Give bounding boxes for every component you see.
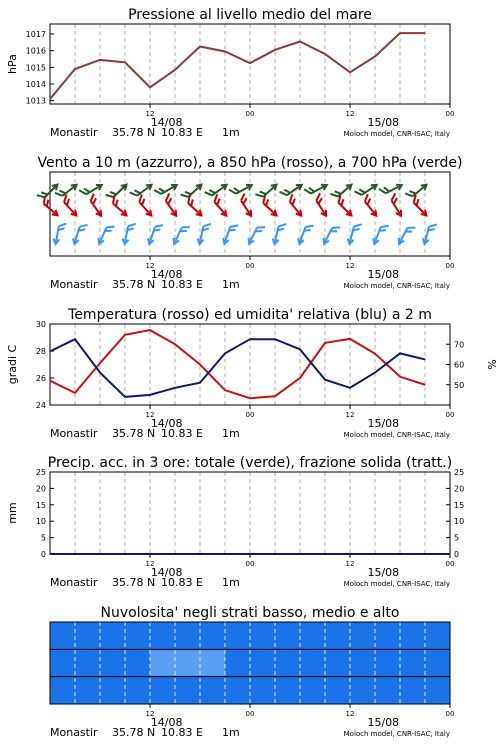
temperature-point [299,377,300,378]
x-tick-label: 00 [445,560,455,568]
wind-barb [210,194,232,217]
barb-staff [287,186,300,195]
x-tick-label: 12 [345,262,355,270]
x-tick-label: 12 [145,262,155,270]
model-credit: Moloch model, CNR-ISAC, Italy [343,730,450,738]
barb-staff [425,227,429,242]
y-tick-label: 5 [40,533,46,543]
temperature-point [224,390,225,391]
barb-flag [107,224,115,231]
y-axis-label-right: % [485,359,498,370]
barb-staff [62,186,75,196]
x-tick-label: 12 [145,710,155,718]
wind-barb [312,193,332,217]
station-name: Monastir [50,576,98,589]
temperature-point [374,353,375,354]
temperature-point [74,392,75,393]
barb-staff [290,202,300,214]
barb-staff [113,186,125,197]
barb-staff [375,227,381,242]
date-label: 14/08 [150,716,183,729]
temperature-point [324,342,325,343]
wind-barb [409,195,432,218]
x-tick-label: 00 [445,411,455,419]
barb-staff [113,204,125,214]
barb-flag [80,223,88,229]
station-lon: 10.83 E [161,278,203,291]
barb-flag [257,224,265,231]
y-tick-label: 28 [35,347,46,356]
humidity-point [74,339,75,340]
cloud-patch-medio [150,650,225,675]
barb-staff [188,203,200,214]
station-lat: 35.78 N [112,576,156,589]
station-lon: 10.83 E [161,427,203,440]
temperature-point [274,396,275,397]
cloud-background [50,622,450,704]
wind-barb [53,222,67,245]
model-credit: Moloch model, CNR-ISAC, Italy [343,580,450,588]
temperature-line [50,330,425,398]
wind-barb [396,223,415,247]
barb-flag [408,224,416,231]
temperature-point [249,398,250,399]
y-tick-label: 10 [35,517,46,527]
x-tick-label: 00 [245,411,255,419]
x-tick-label: 12 [345,411,355,419]
y-tick-label: 24 [35,401,46,410]
station-name: Monastir [50,126,98,139]
humidity-line [50,339,425,397]
barb-flag [381,223,389,229]
barb-staff [263,186,275,197]
wind-barb [183,195,206,217]
temperature-point [99,363,100,364]
y-tick-label: 15 [35,500,46,510]
station-name: Monastir [50,726,98,739]
barb-staff [400,228,408,242]
date-label: 15/08 [367,116,400,129]
barb-staff [300,227,305,242]
date-label: 15/08 [367,716,400,729]
barb-staff [362,186,375,195]
x-tick-label: 12 [345,560,355,568]
barb-staff [263,203,275,214]
barb-flag [332,224,340,231]
station-lon: 10.83 E [161,126,203,139]
barb-staff [166,201,175,214]
pressure-point [49,98,50,99]
humidity-point [174,387,175,388]
x-tick-label: 00 [245,262,255,270]
barb-flag [182,224,190,231]
y-tick-label: 0 [40,550,46,559]
y-tick-label: 1016 [25,46,46,56]
pressure-point [149,87,150,88]
station-elevation: 1m [222,427,240,440]
humidity-point [149,394,150,395]
wind-barb [334,195,357,217]
pressure-point [349,72,350,73]
pressure-point [274,49,275,50]
y-tick-label: 1014 [25,80,46,89]
barb-staff [392,200,400,214]
pressure-point [124,62,125,63]
date-label: 15/08 [367,417,400,430]
pressure-point [224,51,225,52]
humidity-point [349,387,350,388]
barb-staff [75,227,80,242]
humidity-point [424,359,425,360]
panel-title: Vento a 10 m (azzurro), a 850 hPa (rosso), a 700 hPa (verde) [37,155,463,171]
x-tick-label: 00 [245,110,255,118]
plot-frame [50,324,450,405]
y-tick-label: 20 [35,484,46,494]
wind-barb [272,222,287,246]
humidity-point [374,372,375,373]
temperature-point [124,334,125,335]
barb-staff [212,186,225,195]
x-tick-label: 00 [245,710,255,718]
y-tick-label: 1013 [25,96,46,106]
wind-barb [134,194,156,217]
barb-flag [59,222,67,227]
date-label: 14/08 [150,268,183,281]
temperature-point [49,380,50,381]
temperature-point [424,384,425,385]
barb-staff [139,202,150,214]
x-tick-label: 00 [445,710,455,718]
wind-barb [347,222,362,246]
station-lat: 35.78 N [112,126,156,139]
barb-staff [241,201,250,214]
station-lat: 35.78 N [112,726,156,739]
pressure-point [299,41,300,42]
station-elevation: 1m [222,576,240,589]
x-tick-label: 12 [345,110,355,118]
temperature-point [149,329,150,330]
y-tick-label: 1015 [25,63,46,73]
barb-staff [316,201,325,214]
station-name: Monastir [50,278,98,291]
temperature-point [349,338,350,339]
temperature-point [174,344,175,345]
station-lon: 10.83 E [161,726,203,739]
y-tick-label: 25 [35,468,46,477]
wind-barb [86,194,107,218]
y-axis-label: hPa [6,54,19,74]
date-label: 14/08 [150,566,183,579]
wind-barb [321,223,340,247]
station-lat: 35.78 N [112,278,156,291]
wind-barb [197,222,211,246]
wind-barb [296,222,313,246]
wind-barb [246,223,265,247]
barb-staff [137,186,150,196]
barb-staff [414,203,425,214]
temperature-point [399,376,400,377]
barb-staff [325,228,332,242]
barb-staff [64,202,75,214]
barb-flag [279,223,287,228]
model-credit: Moloch model, CNR-ISAC, Italy [343,431,450,439]
panel-title: Pressione al livello medio del mare [128,7,372,23]
station-lon: 10.83 E [161,576,203,589]
humidity-point [299,349,300,350]
wind-barb [122,222,136,246]
station-elevation: 1m [222,278,240,291]
station-name: Monastir [50,427,98,440]
x-tick-label: 00 [445,110,455,118]
x-tick-label: 00 [445,262,455,270]
y-tick-label-right: 70 [454,340,465,350]
y-tick-label-right: 20 [454,484,465,494]
barb-flag [230,223,238,229]
date-label: 15/08 [367,566,400,579]
barb-staff [215,202,225,214]
wind-barb [236,194,257,218]
y-tick-label-right: 60 [454,360,465,370]
pressure-line [50,33,425,99]
model-credit: Moloch model, CNR-ISAC, Italy [343,130,450,138]
panel-title: Nuvolosita' negli strati basso, medio e alto [100,605,400,621]
wind-barb [371,222,388,246]
humidity-point [274,339,275,340]
pressure-point [199,46,200,47]
wind-barb [387,193,407,217]
barb-staff [338,203,350,214]
wind-barb [72,222,88,246]
barb-flag [155,223,163,229]
y-axis-label: gradi C [6,344,19,385]
pressure-point [424,33,425,34]
y-tick-label-right: 10 [454,517,465,527]
humidity-point [49,351,50,352]
barb-staff [86,186,100,194]
barb-staff [91,201,100,214]
model-credit: Moloch model, CNR-ISAC, Italy [343,282,450,290]
humidity-point [399,353,400,354]
wind-barb [258,195,281,217]
x-tick-label: 00 [245,560,255,568]
barb-staff [188,186,200,197]
plot-frame [50,472,450,554]
pressure-point [399,33,400,34]
humidity-point [324,379,325,380]
wind-barb [108,196,131,218]
station-elevation: 1m [222,726,240,739]
humidity-point [124,396,125,397]
wind-barb [96,223,114,247]
barb-flag [305,223,313,229]
wind-barb [285,194,307,217]
wind-barb [222,222,239,246]
station-lat: 35.78 N [112,427,156,440]
panel-title: Temperatura (rosso) ed umidita' relativa (blu) a 2 m [68,307,432,323]
pressure-point [99,59,100,60]
wind-barb [37,180,60,203]
y-tick-label-right: 15 [454,500,465,510]
barb-staff [365,202,375,214]
x-tick-label: 12 [145,110,155,118]
pressure-point [174,69,175,70]
station-elevation: 1m [222,126,240,139]
y-tick-label: 30 [35,320,46,329]
x-tick-label: 12 [145,560,155,568]
y-tick-label: 1017 [25,30,46,39]
barb-staff [413,186,425,196]
pressure-point [324,53,325,54]
pressure-point [249,63,250,64]
y-tick-label-right: 5 [454,533,460,543]
wind-barb [147,222,163,246]
barb-staff [150,227,155,242]
date-label: 14/08 [150,417,183,430]
date-label: 15/08 [367,268,400,281]
wind-barb [59,195,81,218]
x-tick-label: 12 [145,411,155,419]
wind-barb [161,194,182,218]
barb-flag [354,223,362,229]
pressure-point [74,68,75,69]
x-tick-label: 12 [345,710,355,718]
y-axis-label: mm [6,502,19,524]
y-tick-label-right: 0 [454,550,460,559]
humidity-point [249,339,250,340]
barb-staff [225,227,230,242]
wind-barb [171,223,189,247]
y-tick-label: 26 [35,374,46,383]
humidity-point [99,372,100,373]
barb-flag [429,223,437,229]
date-label: 14/08 [150,116,183,129]
temperature-point [199,364,200,365]
wind-barb [422,222,437,246]
humidity-point [224,353,225,354]
y-tick-label-right: 50 [454,380,465,390]
barb-flag [128,222,136,227]
wind-barb [360,194,382,217]
barb-staff [250,228,257,242]
barb-flag [203,222,211,227]
y-tick-label-right: 25 [454,468,465,477]
panel-title: Precip. acc. in 3 ore: totale (verde), frazione solida (tratt.) [47,455,453,471]
humidity-point [199,382,200,383]
pressure-point [374,56,375,57]
